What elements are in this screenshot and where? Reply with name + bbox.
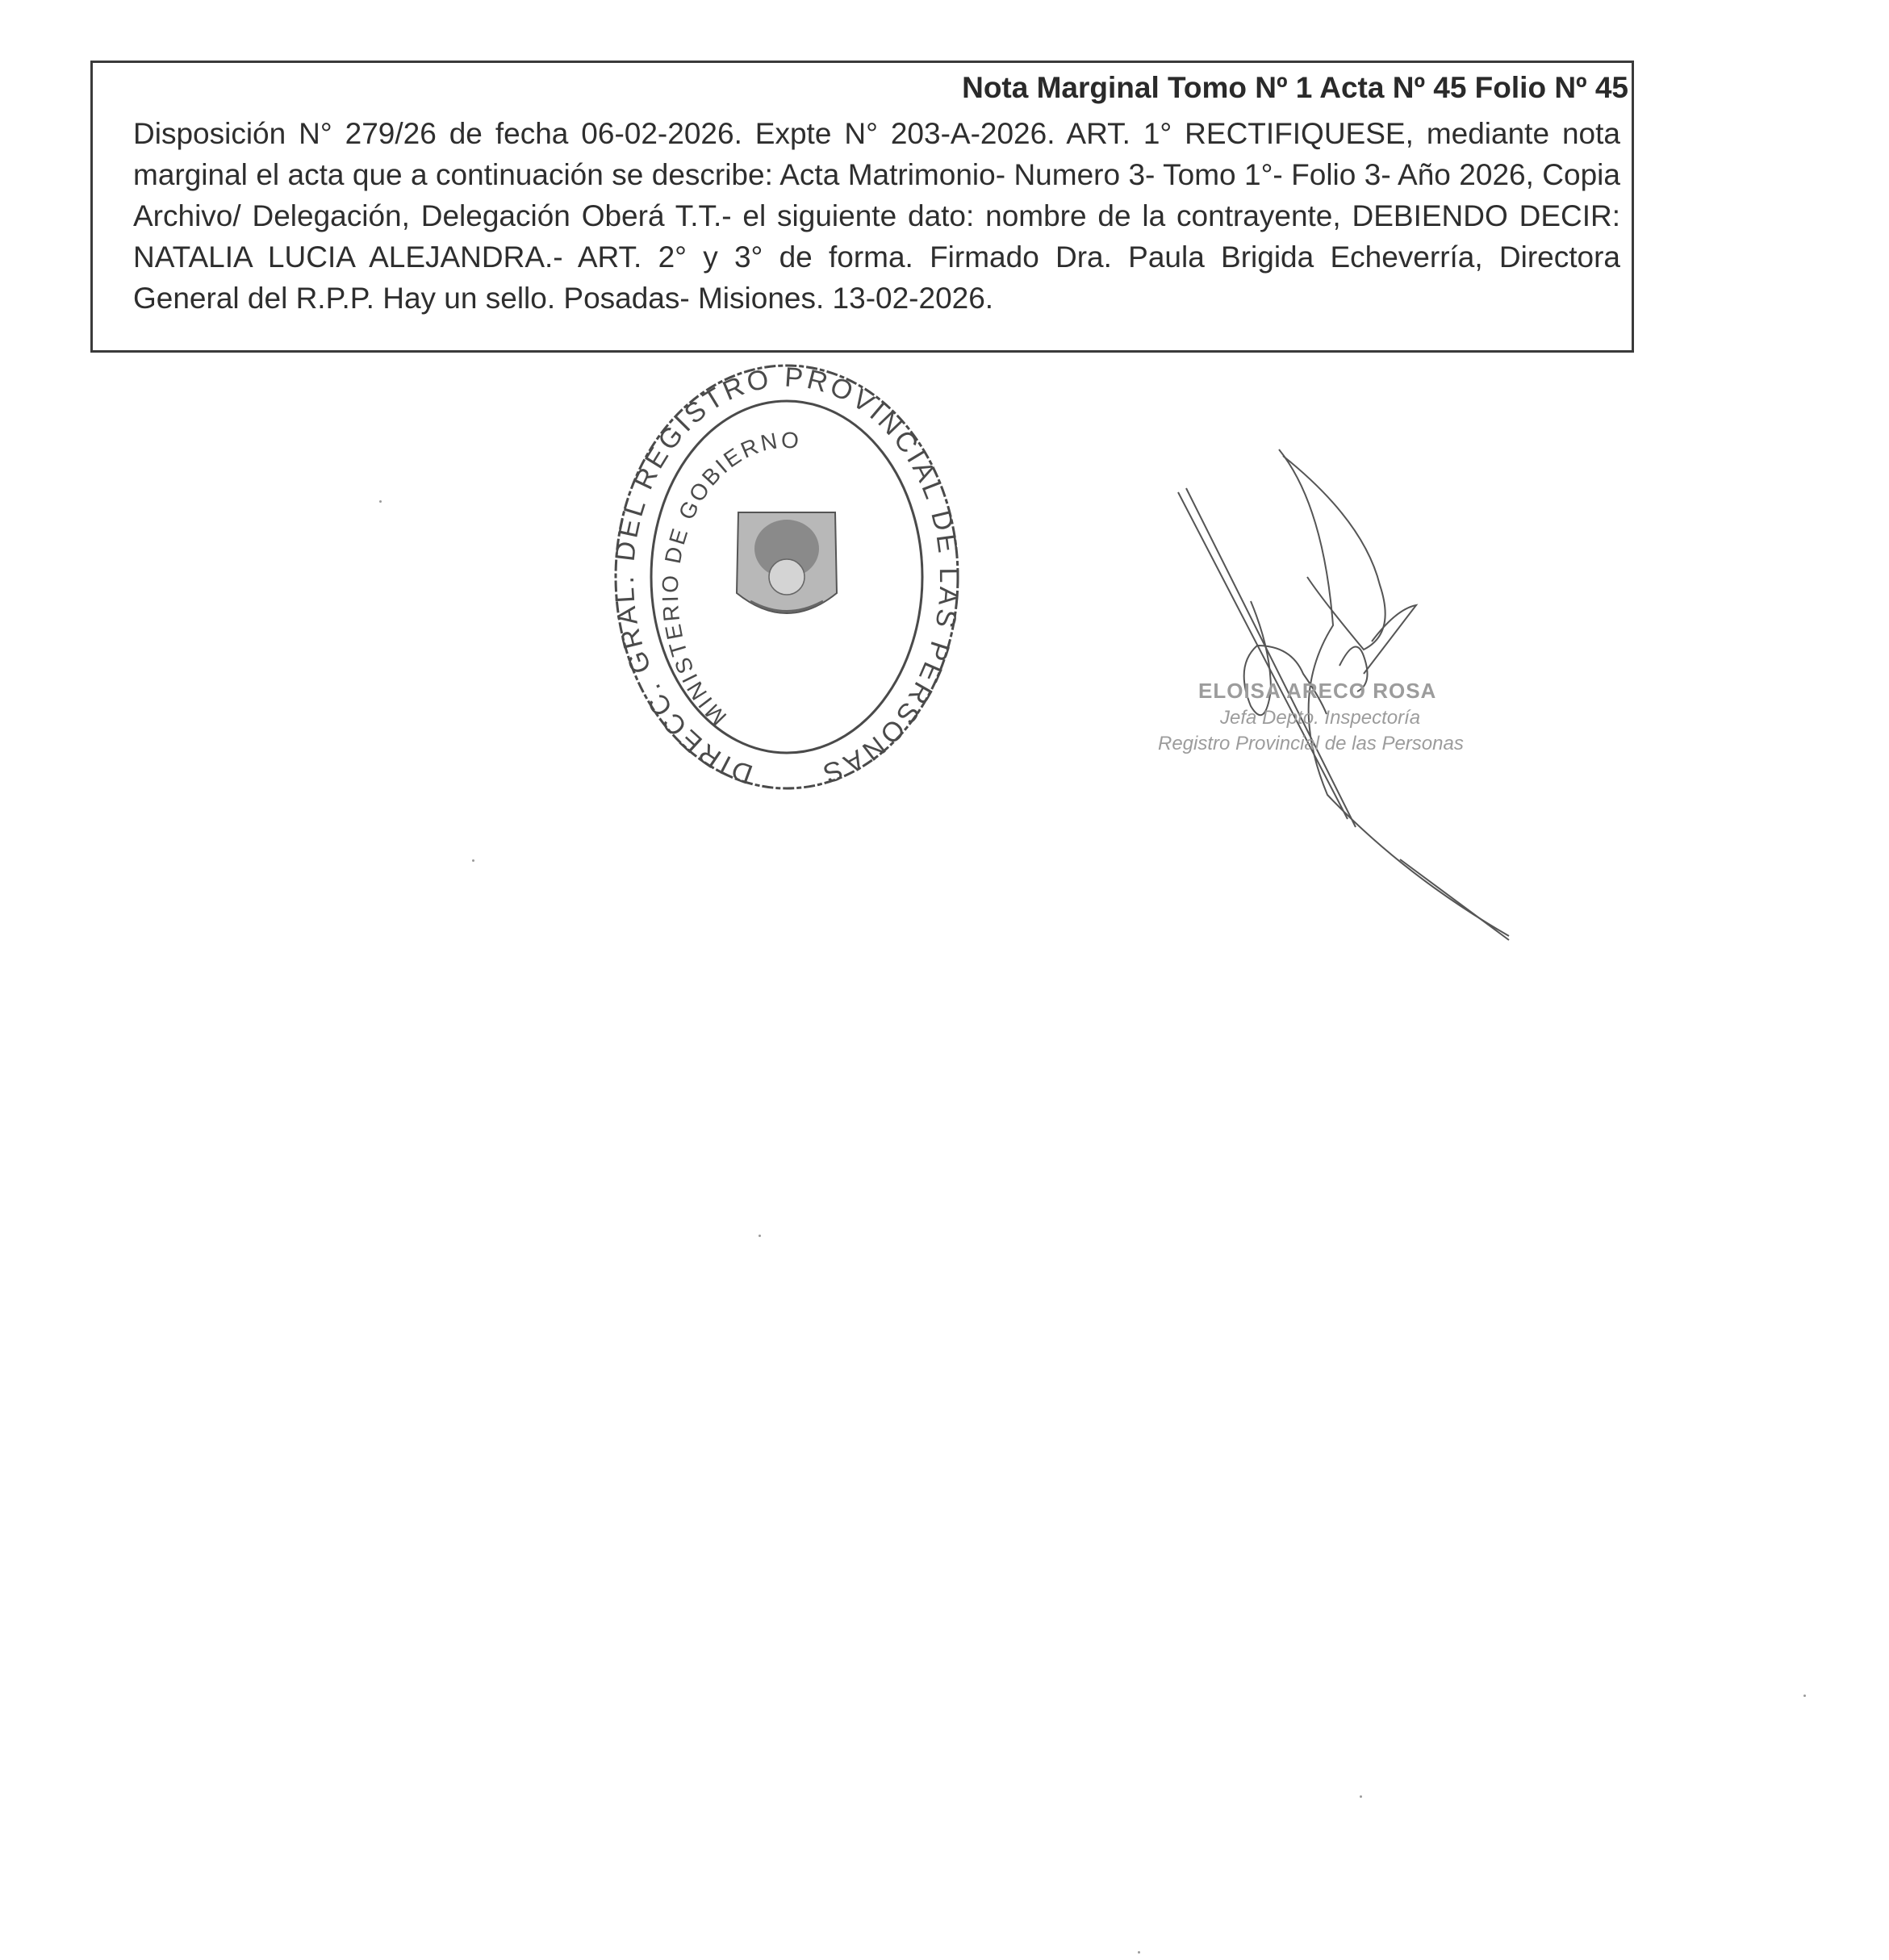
- stamp-office: Registro Provincial de las Personas: [1158, 733, 1464, 754]
- seal-outer-text: DIRECC. GRAL. DEL REGISTRO PROVINCIAL DE LAS PERSONAS: [609, 361, 964, 790]
- official-seal: [609, 359, 964, 795]
- marginal-note-heading: Nota Marginal Tomo Nº 1 Acta Nº 45 Folio Nº 45: [962, 71, 1628, 104]
- coat-of-arms-emblem: [737, 512, 837, 613]
- signature-stamp-text: [1158, 679, 1464, 754]
- marginal-note-box: [90, 61, 1634, 353]
- handwritten-signature: [1122, 440, 1549, 948]
- scan-speck: [379, 500, 382, 503]
- stamp-name: ELOISA ARECO ROSA: [1198, 679, 1437, 703]
- scan-speck: [1803, 1695, 1806, 1697]
- stamp-title: Jefa Depto. Inspectoría: [1220, 707, 1421, 729]
- scan-speck: [759, 1235, 761, 1237]
- scan-speck: [1360, 1795, 1362, 1798]
- marginal-note-body: Disposición N° 279/26 de fecha 06-02-2026. Expte N° 203-A-2026. ART. 1° RECTIFIQUESE, mediante nota marginal el acta que a continuación se describe: Acta Matrimonio- Numero 3- Tomo 1°- Folio 3- Año 2026, Copia Archivo/ Delegación, Delegación Oberá T.T.- el siguiente dato: nombre de la contrayente, DEBIENDO DECIR: NATALIA LUCIA ALEJANDRA.- ART. 2° y 3° de forma. Firmado Dra. Paula Brigida Echeverría, Directora General del R.P.P. Hay un sello. Posadas- Misiones. 13-02-2026.: [133, 117, 1620, 315]
- scan-speck: [472, 859, 474, 862]
- seal-inner-text: MINISTERIO DE GOBIERNO: [657, 427, 802, 730]
- scan-speck: [1138, 1951, 1140, 1954]
